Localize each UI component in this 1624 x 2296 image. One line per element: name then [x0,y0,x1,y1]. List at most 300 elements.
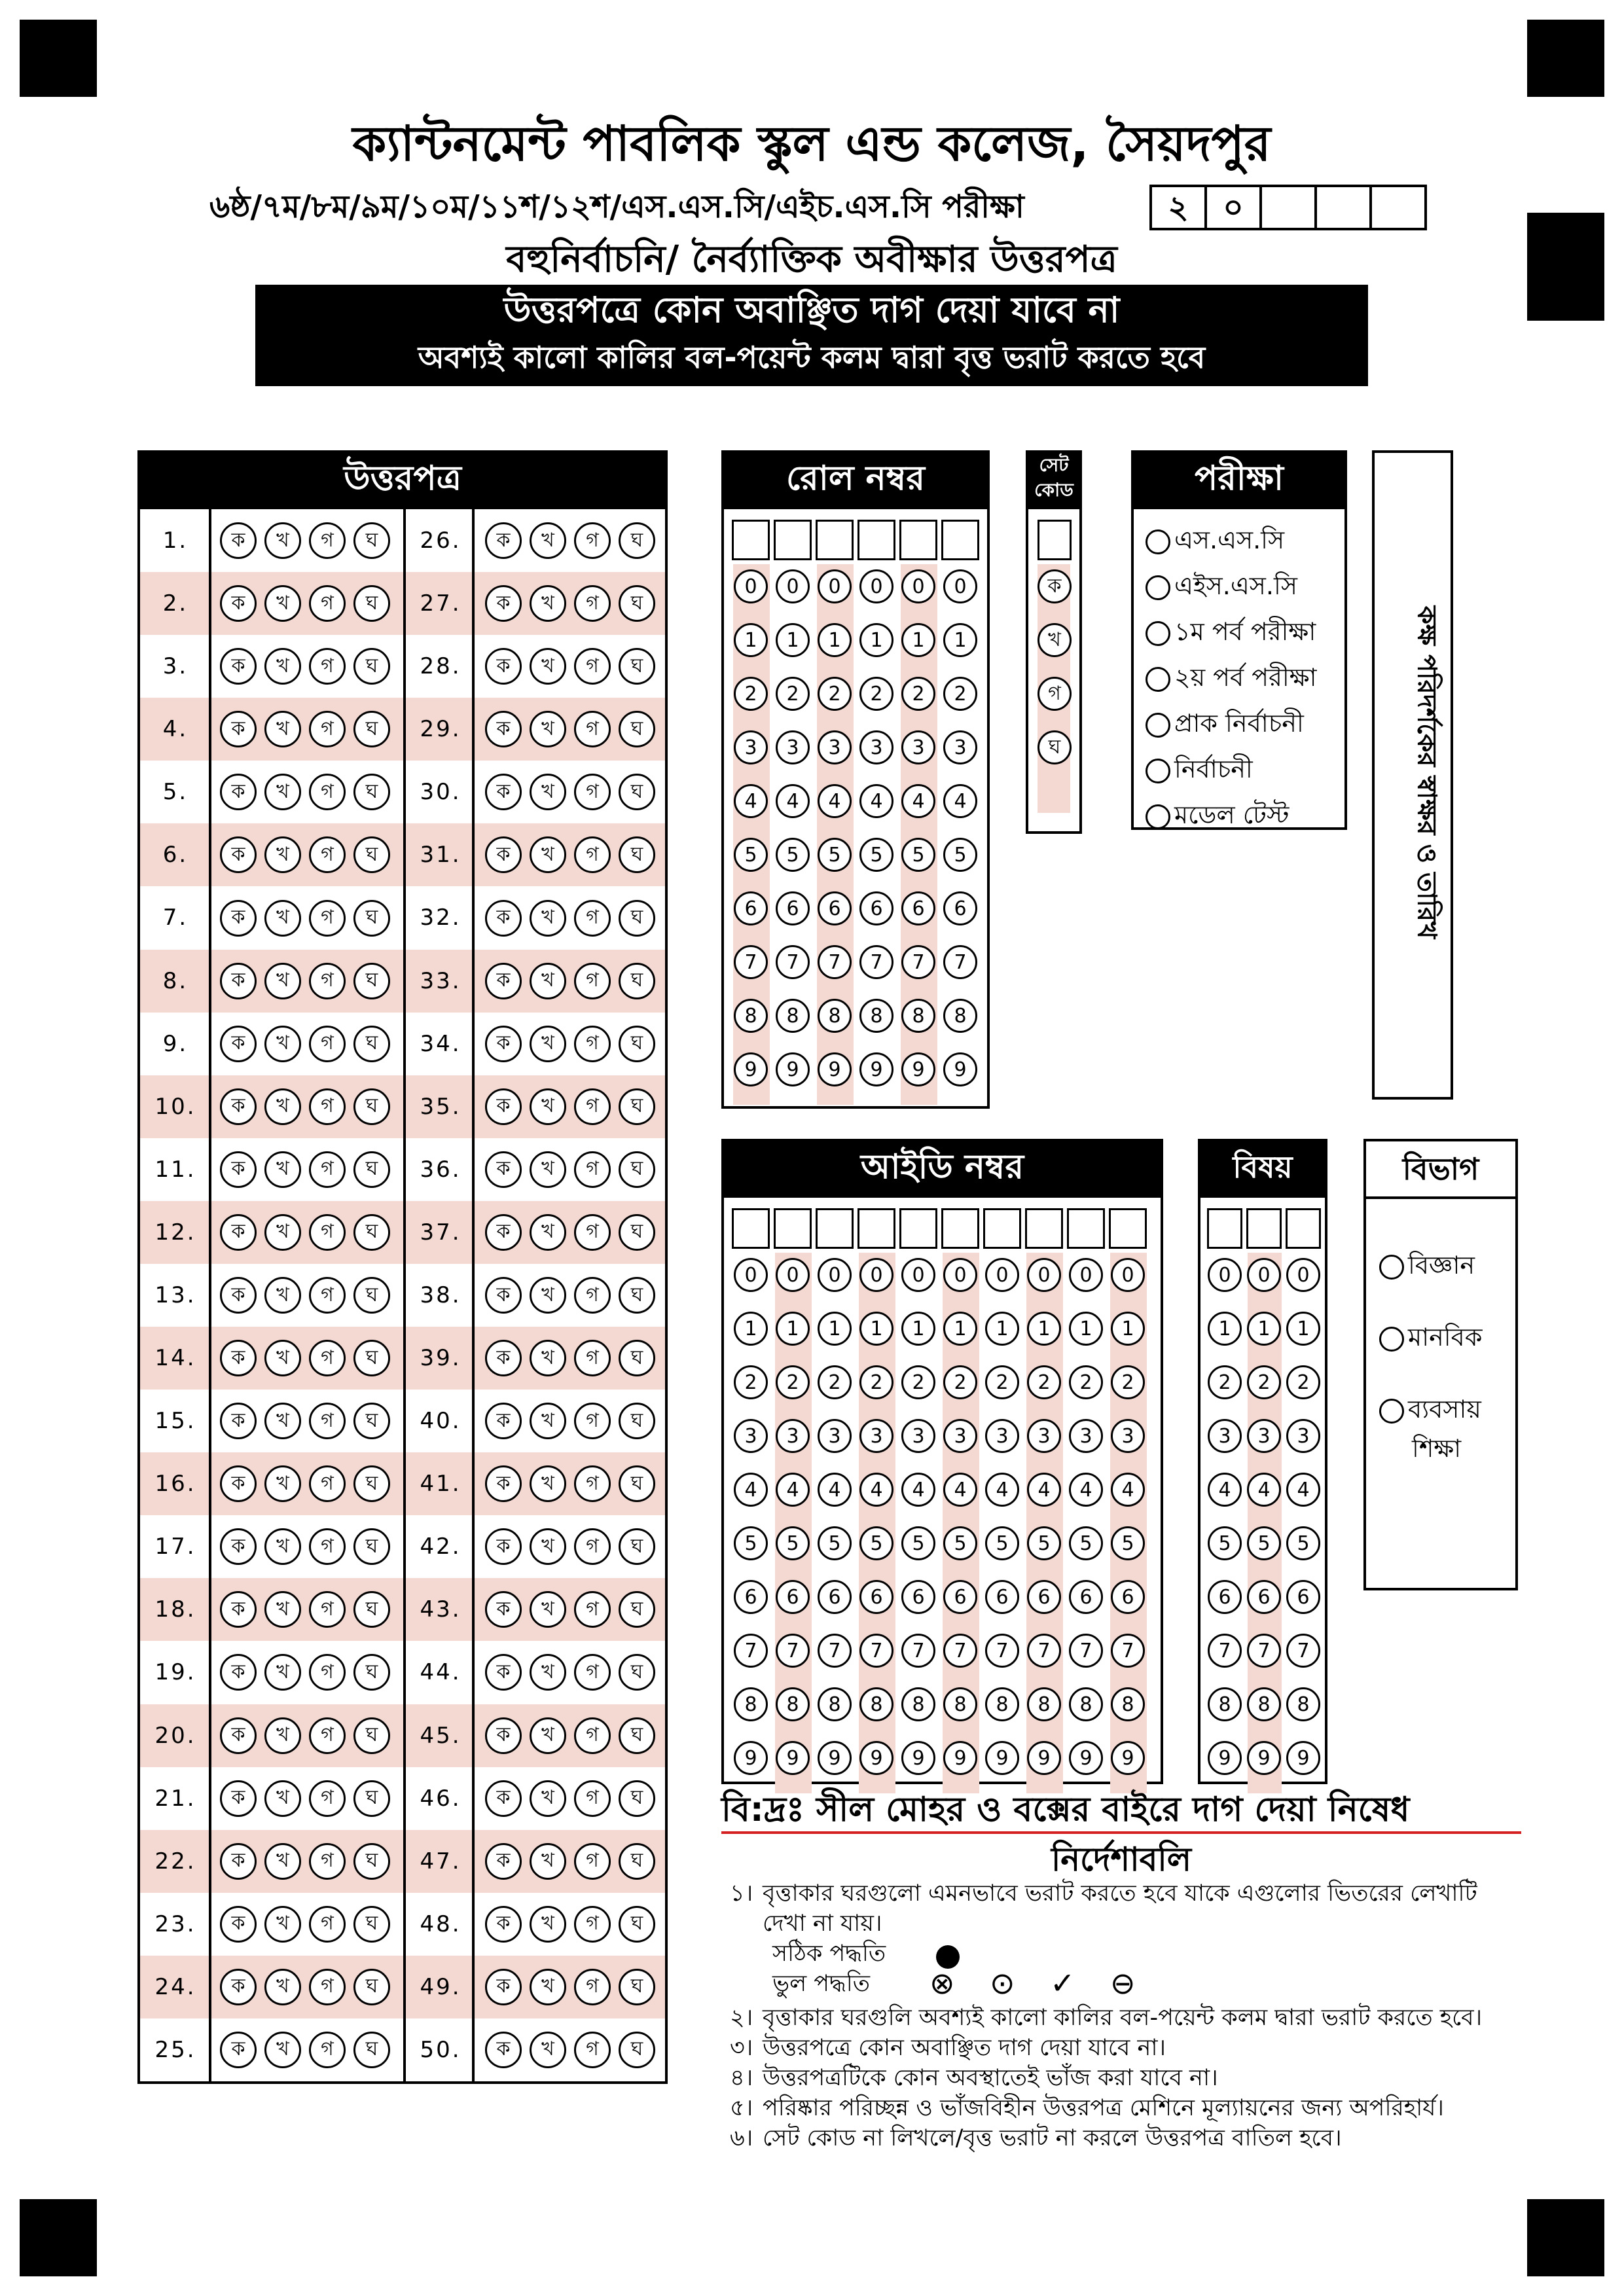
answer-bubble[interactable]: খ [264,1906,301,1943]
roll-digit-bubble[interactable]: 8 [859,999,893,1033]
answer-bubble[interactable]: ঘ [353,522,390,559]
id-digit-bubble[interactable]: 3 [1069,1419,1103,1453]
id-entry-box[interactable] [774,1208,812,1249]
department-option-bubble[interactable] [1379,1399,1404,1424]
answer-bubble[interactable]: ক [220,1780,257,1817]
id-digit-bubble[interactable]: 4 [1111,1473,1145,1507]
answer-bubble[interactable]: গ [574,1151,611,1188]
answer-bubble[interactable]: খ [530,1843,566,1880]
roll-digit-bubble[interactable]: 7 [734,945,768,979]
id-digit-bubble[interactable]: 0 [734,1258,768,1292]
id-digit-bubble[interactable]: 6 [943,1580,977,1614]
answer-bubble[interactable]: ক [220,774,257,810]
department-option[interactable] [1379,1390,1481,1432]
exam-option-bubble[interactable] [1146,621,1170,646]
roll-digit-bubble[interactable]: 2 [734,677,768,711]
answer-bubble[interactable]: ঘ [353,1214,390,1251]
answer-bubble[interactable]: ক [220,585,257,622]
answer-bubble[interactable]: ঘ [353,963,390,999]
answer-bubble[interactable]: গ [309,1591,346,1628]
answer-bubble[interactable]: গ [574,1340,611,1376]
answer-bubble[interactable]: গ [574,1088,611,1125]
subject-digit-bubble[interactable]: 5 [1247,1526,1281,1560]
answer-bubble[interactable]: খ [264,963,301,999]
subject-digit-bubble[interactable]: 0 [1247,1258,1281,1292]
answer-bubble[interactable]: ক [485,836,522,873]
roll-digit-bubble[interactable]: 4 [943,784,977,818]
id-digit-bubble[interactable]: 5 [1027,1526,1061,1560]
answer-bubble[interactable]: গ [309,1403,346,1439]
answer-bubble[interactable]: গ [574,1026,611,1062]
roll-digit-bubble[interactable]: 6 [901,891,935,925]
id-digit-bubble[interactable]: 2 [901,1365,935,1399]
answer-bubble[interactable]: ঘ [619,648,655,685]
roll-digit-bubble[interactable]: 7 [776,945,810,979]
answer-bubble[interactable]: খ [530,1717,566,1754]
answer-bubble[interactable]: খ [264,1465,301,1502]
id-entry-box[interactable] [899,1208,937,1249]
answer-bubble[interactable]: খ [530,648,566,685]
answer-bubble[interactable]: ক [220,1465,257,1502]
id-digit-bubble[interactable]: 6 [1111,1580,1145,1614]
id-digit-bubble[interactable]: 4 [1069,1473,1103,1507]
answer-bubble[interactable]: ক [485,522,522,559]
roll-digit-bubble[interactable]: 7 [859,945,893,979]
answer-bubble[interactable]: গ [574,648,611,685]
roll-digit-bubble[interactable]: 5 [901,838,935,872]
roll-digit-bubble[interactable]: 5 [943,838,977,872]
id-digit-bubble[interactable]: 0 [818,1258,852,1292]
id-digit-bubble[interactable]: 3 [901,1419,935,1453]
answer-bubble[interactable]: ক [220,1277,257,1314]
answer-bubble[interactable]: খ [530,1026,566,1062]
answer-bubble[interactable]: গ [574,585,611,622]
id-digit-bubble[interactable]: 9 [901,1741,935,1775]
answer-bubble[interactable]: ক [220,1906,257,1943]
answer-bubble[interactable]: ঘ [353,1906,390,1943]
roll-digit-bubble[interactable]: 9 [776,1052,810,1086]
id-digit-bubble[interactable]: 9 [1111,1741,1145,1775]
roll-digit-bubble[interactable]: 1 [776,623,810,657]
answer-bubble[interactable]: ঘ [619,900,655,937]
roll-digit-bubble[interactable]: 2 [859,677,893,711]
answer-bubble[interactable]: ক [220,522,257,559]
roll-digit-bubble[interactable]: 0 [734,569,768,603]
roll-digit-bubble[interactable]: 5 [859,838,893,872]
id-digit-bubble[interactable]: 2 [734,1365,768,1399]
roll-digit-bubble[interactable]: 7 [943,945,977,979]
answer-bubble[interactable]: ক [485,1780,522,1817]
answer-bubble[interactable]: ক [485,1969,522,2005]
id-digit-bubble[interactable]: 2 [818,1365,852,1399]
answer-bubble[interactable]: ঘ [353,1591,390,1628]
roll-digit-bubble[interactable]: 0 [776,569,810,603]
answer-bubble[interactable]: ক [485,1214,522,1251]
roll-digit-bubble[interactable]: 4 [901,784,935,818]
answer-bubble[interactable]: গ [574,1591,611,1628]
answer-bubble[interactable]: ক [220,1654,257,1691]
roll-digit-bubble[interactable]: 2 [776,677,810,711]
id-entry-box[interactable] [983,1208,1021,1249]
year-digit-box[interactable] [1259,185,1317,230]
id-digit-bubble[interactable]: 4 [776,1473,810,1507]
answer-bubble[interactable]: ঘ [619,1214,655,1251]
id-digit-bubble[interactable]: 0 [859,1258,893,1292]
subject-digit-bubble[interactable]: 9 [1247,1741,1281,1775]
id-digit-bubble[interactable]: 8 [859,1687,893,1721]
answer-bubble[interactable]: খ [264,900,301,937]
answer-bubble[interactable]: গ [309,1026,346,1062]
id-digit-bubble[interactable]: 5 [1111,1526,1145,1560]
exam-option-bubble[interactable] [1146,529,1170,554]
answer-bubble[interactable]: ক [220,711,257,747]
roll-digit-bubble[interactable]: 0 [859,569,893,603]
answer-bubble[interactable]: ঘ [619,2032,655,2068]
id-digit-bubble[interactable]: 8 [1069,1687,1103,1721]
roll-digit-bubble[interactable]: 9 [859,1052,893,1086]
roll-digit-bubble[interactable]: 8 [901,999,935,1033]
answer-bubble[interactable]: খ [264,1591,301,1628]
id-digit-bubble[interactable]: 8 [943,1687,977,1721]
subject-entry-box[interactable] [1207,1208,1242,1249]
roll-digit-bubble[interactable]: 5 [818,838,852,872]
id-digit-bubble[interactable]: 8 [1111,1687,1145,1721]
id-digit-bubble[interactable]: 9 [859,1741,893,1775]
answer-bubble[interactable]: ঘ [619,1780,655,1817]
id-digit-bubble[interactable]: 1 [859,1312,893,1346]
answer-bubble[interactable]: ক [220,963,257,999]
answer-bubble[interactable]: গ [574,836,611,873]
id-digit-bubble[interactable]: 4 [818,1473,852,1507]
answer-bubble[interactable]: ক [485,1151,522,1188]
id-digit-bubble[interactable]: 4 [943,1473,977,1507]
subject-digit-bubble[interactable]: 2 [1247,1365,1281,1399]
roll-digit-bubble[interactable]: 4 [818,784,852,818]
id-digit-bubble[interactable]: 4 [901,1473,935,1507]
answer-bubble[interactable]: খ [530,1969,566,2005]
roll-digit-bubble[interactable]: 5 [734,838,768,872]
answer-bubble[interactable]: গ [574,2032,611,2068]
id-digit-bubble[interactable]: 8 [901,1687,935,1721]
answer-bubble[interactable]: খ [264,1403,301,1439]
id-digit-bubble[interactable]: 1 [901,1312,935,1346]
id-digit-bubble[interactable]: 2 [776,1365,810,1399]
roll-digit-bubble[interactable]: 6 [818,891,852,925]
answer-bubble[interactable]: ঘ [619,1906,655,1943]
answer-bubble[interactable]: ঘ [619,1591,655,1628]
exam-option[interactable] [1146,750,1253,792]
answer-bubble[interactable]: ঘ [619,1654,655,1691]
id-digit-bubble[interactable]: 7 [943,1634,977,1668]
subject-digit-bubble[interactable]: 0 [1286,1258,1320,1292]
subject-digit-bubble[interactable]: 8 [1247,1687,1281,1721]
id-entry-box[interactable] [1067,1208,1105,1249]
roll-digit-bubble[interactable]: 9 [734,1052,768,1086]
subject-digit-bubble[interactable]: 9 [1286,1741,1320,1775]
answer-bubble[interactable]: গ [574,1654,611,1691]
id-digit-bubble[interactable]: 9 [943,1741,977,1775]
answer-bubble[interactable]: গ [309,585,346,622]
answer-bubble[interactable]: ঘ [353,1277,390,1314]
id-entry-box[interactable] [941,1208,979,1249]
answer-bubble[interactable]: ঘ [353,1528,390,1565]
id-digit-bubble[interactable]: 3 [1111,1419,1145,1453]
answer-bubble[interactable]: গ [574,1277,611,1314]
id-entry-box[interactable] [1109,1208,1147,1249]
answer-bubble[interactable]: গ [574,522,611,559]
id-digit-bubble[interactable]: 8 [818,1687,852,1721]
answer-bubble[interactable]: খ [530,1088,566,1125]
answer-bubble[interactable]: ঘ [619,1026,655,1062]
answer-bubble[interactable]: ক [485,648,522,685]
answer-bubble[interactable]: ঘ [353,1717,390,1754]
department-option-bubble[interactable] [1379,1327,1404,1352]
roll-digit-bubble[interactable]: 6 [734,891,768,925]
id-digit-bubble[interactable]: 1 [776,1312,810,1346]
answer-bubble[interactable]: খ [530,1151,566,1188]
answer-bubble[interactable]: খ [530,1654,566,1691]
answer-bubble[interactable]: খ [530,1528,566,1565]
id-digit-bubble[interactable]: 1 [1111,1312,1145,1346]
id-digit-bubble[interactable]: 5 [901,1526,935,1560]
answer-bubble[interactable]: গ [574,774,611,810]
answer-bubble[interactable]: ঘ [353,648,390,685]
roll-digit-bubble[interactable]: 1 [859,623,893,657]
subject-digit-bubble[interactable]: 2 [1286,1365,1320,1399]
id-digit-bubble[interactable]: 2 [859,1365,893,1399]
subject-digit-bubble[interactable]: 1 [1208,1312,1242,1346]
id-digit-bubble[interactable]: 7 [1027,1634,1061,1668]
answer-bubble[interactable]: ক [220,1717,257,1754]
answer-bubble[interactable]: খ [264,836,301,873]
answer-bubble[interactable]: খ [530,1591,566,1628]
id-digit-bubble[interactable]: 4 [734,1473,768,1507]
answer-bubble[interactable]: ক [485,963,522,999]
id-digit-bubble[interactable]: 4 [859,1473,893,1507]
answer-bubble[interactable]: ঘ [353,1465,390,1502]
id-digit-bubble[interactable]: 0 [1069,1258,1103,1292]
answer-bubble[interactable]: ঘ [619,522,655,559]
id-digit-bubble[interactable]: 2 [985,1365,1019,1399]
answer-bubble[interactable]: খ [264,2032,301,2068]
roll-digit-bubble[interactable]: 4 [776,784,810,818]
answer-bubble[interactable]: খ [530,774,566,810]
answer-bubble[interactable]: ঘ [353,711,390,747]
roll-digit-bubble[interactable]: 3 [818,730,852,764]
year-digit-box[interactable]: ২ [1149,185,1207,230]
answer-bubble[interactable]: গ [309,1088,346,1125]
department-option-bubble[interactable] [1379,1255,1404,1280]
id-digit-bubble[interactable]: 7 [734,1634,768,1668]
id-digit-bubble[interactable]: 4 [985,1473,1019,1507]
answer-bubble[interactable]: ক [220,1528,257,1565]
id-entry-box[interactable] [732,1208,770,1249]
roll-digit-bubble[interactable]: 8 [943,999,977,1033]
answer-bubble[interactable]: গ [574,963,611,999]
id-digit-bubble[interactable]: 0 [901,1258,935,1292]
roll-digit-bubble[interactable]: 6 [776,891,810,925]
answer-bubble[interactable]: ক [220,1151,257,1188]
id-digit-bubble[interactable]: 9 [776,1741,810,1775]
id-digit-bubble[interactable]: 5 [776,1526,810,1560]
answer-bubble[interactable]: ঘ [353,1403,390,1439]
answer-bubble[interactable]: গ [309,774,346,810]
id-digit-bubble[interactable]: 6 [818,1580,852,1614]
answer-bubble[interactable]: গ [309,1277,346,1314]
roll-digit-bubble[interactable]: 4 [859,784,893,818]
subject-digit-bubble[interactable]: 3 [1247,1419,1281,1453]
exam-option[interactable] [1146,796,1289,838]
subject-digit-bubble[interactable]: 7 [1286,1634,1320,1668]
exam-option[interactable] [1146,704,1304,746]
department-option[interactable] [1379,1246,1475,1288]
roll-digit-bubble[interactable]: 9 [818,1052,852,1086]
subject-digit-bubble[interactable]: 1 [1286,1312,1320,1346]
roll-digit-bubble[interactable]: 6 [943,891,977,925]
answer-bubble[interactable]: ক [220,648,257,685]
answer-bubble[interactable]: গ [309,1340,346,1376]
answer-bubble[interactable]: ঘ [353,2032,390,2068]
id-digit-bubble[interactable]: 9 [1027,1741,1061,1775]
exam-option-bubble[interactable] [1146,713,1170,738]
answer-bubble[interactable]: ক [485,1528,522,1565]
answer-bubble[interactable]: গ [309,1151,346,1188]
answer-bubble[interactable]: খ [530,1465,566,1502]
id-digit-bubble[interactable]: 1 [1027,1312,1061,1346]
id-entry-box[interactable] [816,1208,854,1249]
answer-bubble[interactable]: খ [530,585,566,622]
exam-option-bubble[interactable] [1146,804,1170,829]
roll-digit-bubble[interactable]: 1 [943,623,977,657]
id-digit-bubble[interactable]: 5 [859,1526,893,1560]
roll-digit-bubble[interactable]: 7 [818,945,852,979]
roll-entry-box[interactable] [941,520,979,560]
roll-digit-bubble[interactable]: 0 [943,569,977,603]
answer-bubble[interactable]: ঘ [353,836,390,873]
answer-bubble[interactable]: খ [264,1340,301,1376]
answer-bubble[interactable]: ক [220,900,257,937]
answer-bubble[interactable]: ক [485,1843,522,1880]
subject-digit-bubble[interactable]: 6 [1286,1580,1320,1614]
id-digit-bubble[interactable]: 6 [1027,1580,1061,1614]
answer-bubble[interactable]: খ [530,522,566,559]
answer-bubble[interactable]: ক [485,585,522,622]
answer-bubble[interactable]: খ [530,1906,566,1943]
subject-digit-bubble[interactable]: 9 [1208,1741,1242,1775]
id-digit-bubble[interactable]: 7 [1069,1634,1103,1668]
answer-bubble[interactable]: গ [574,1780,611,1817]
answer-bubble[interactable]: গ [574,711,611,747]
exam-option[interactable] [1146,567,1297,609]
answer-bubble[interactable]: ঘ [353,585,390,622]
answer-bubble[interactable]: গ [574,1906,611,1943]
answer-bubble[interactable]: গ [309,522,346,559]
answer-bubble[interactable]: ঘ [619,774,655,810]
answer-bubble[interactable]: গ [574,1465,611,1502]
id-digit-bubble[interactable]: 3 [985,1419,1019,1453]
subject-digit-bubble[interactable]: 4 [1208,1473,1242,1507]
answer-bubble[interactable]: খ [264,1780,301,1817]
answer-bubble[interactable]: ক [220,1340,257,1376]
roll-digit-bubble[interactable]: 3 [943,730,977,764]
id-digit-bubble[interactable]: 6 [901,1580,935,1614]
roll-digit-bubble[interactable]: 3 [859,730,893,764]
id-digit-bubble[interactable]: 8 [776,1687,810,1721]
answer-bubble[interactable]: ঘ [353,1843,390,1880]
answer-bubble[interactable]: খ [264,1717,301,1754]
id-digit-bubble[interactable]: 9 [1069,1741,1103,1775]
id-digit-bubble[interactable]: 5 [943,1526,977,1560]
subject-entry-box[interactable] [1286,1208,1321,1249]
answer-bubble[interactable]: ঘ [619,1277,655,1314]
answer-bubble[interactable]: ক [485,1277,522,1314]
roll-digit-bubble[interactable]: 3 [776,730,810,764]
roll-digit-bubble[interactable]: 4 [734,784,768,818]
answer-bubble[interactable]: ক [485,1403,522,1439]
id-digit-bubble[interactable]: 2 [1027,1365,1061,1399]
answer-bubble[interactable]: গ [574,1403,611,1439]
answer-bubble[interactable]: গ [574,900,611,937]
id-digit-bubble[interactable]: 9 [734,1741,768,1775]
roll-entry-box[interactable] [899,520,937,560]
answer-bubble[interactable]: গ [309,2032,346,2068]
roll-digit-bubble[interactable]: 2 [818,677,852,711]
answer-bubble[interactable]: ক [485,1465,522,1502]
set-code-entry-box[interactable] [1038,520,1072,560]
answer-bubble[interactable]: খ [530,1780,566,1817]
answer-bubble[interactable]: ঘ [353,1026,390,1062]
answer-bubble[interactable]: খ [264,711,301,747]
exam-option-bubble[interactable] [1146,759,1170,783]
set-code-bubble[interactable]: ঘ [1038,730,1072,764]
exam-option-bubble[interactable] [1146,575,1170,600]
subject-digit-bubble[interactable]: 1 [1247,1312,1281,1346]
id-digit-bubble[interactable]: 7 [859,1634,893,1668]
answer-bubble[interactable]: গ [309,1906,346,1943]
subject-digit-bubble[interactable]: 4 [1286,1473,1320,1507]
answer-bubble[interactable]: খ [264,1654,301,1691]
answer-bubble[interactable]: ক [220,2032,257,2068]
answer-bubble[interactable]: গ [309,963,346,999]
id-digit-bubble[interactable]: 6 [734,1580,768,1614]
id-digit-bubble[interactable]: 1 [1069,1312,1103,1346]
answer-bubble[interactable]: ঘ [619,1340,655,1376]
answer-bubble[interactable]: গ [309,836,346,873]
answer-bubble[interactable]: খ [530,1214,566,1251]
roll-digit-bubble[interactable]: 0 [901,569,935,603]
answer-bubble[interactable]: গ [309,900,346,937]
roll-digit-bubble[interactable]: 1 [901,623,935,657]
subject-entry-box[interactable] [1246,1208,1282,1249]
answer-bubble[interactable]: গ [309,1465,346,1502]
answer-bubble[interactable]: খ [264,1843,301,1880]
answer-bubble[interactable]: ক [485,1026,522,1062]
answer-bubble[interactable]: ক [485,711,522,747]
answer-bubble[interactable]: ক [220,1969,257,2005]
id-digit-bubble[interactable]: 6 [1069,1580,1103,1614]
subject-digit-bubble[interactable]: 2 [1208,1365,1242,1399]
answer-bubble[interactable]: ক [220,1026,257,1062]
id-digit-bubble[interactable]: 5 [985,1526,1019,1560]
subject-digit-bubble[interactable]: 8 [1286,1687,1320,1721]
answer-bubble[interactable]: গ [309,711,346,747]
answer-bubble[interactable]: খ [264,648,301,685]
set-code-bubble[interactable]: খ [1038,623,1072,657]
answer-bubble[interactable]: গ [574,1717,611,1754]
answer-bubble[interactable]: গ [574,1214,611,1251]
answer-bubble[interactable]: ঘ [619,963,655,999]
id-digit-bubble[interactable]: 6 [776,1580,810,1614]
